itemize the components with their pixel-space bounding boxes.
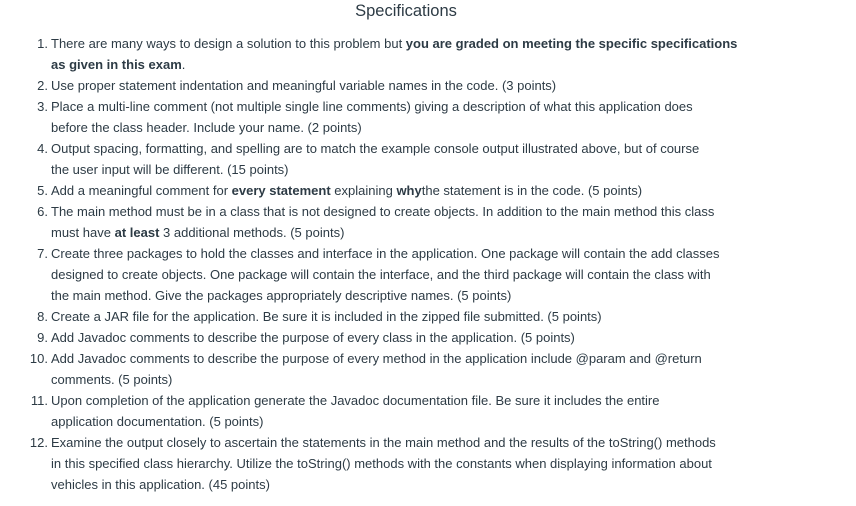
text-span: application documentation. (5 points) — [51, 414, 264, 429]
text-span: Add a meaningful comment for — [51, 183, 232, 198]
text-line — [51, 264, 789, 285]
list-item — [19, 306, 789, 327]
list-item-text — [50, 96, 789, 138]
list-item-number: 4. — [37, 141, 48, 156]
text-line — [51, 285, 789, 306]
list-item — [19, 96, 789, 138]
list-item-number: 10. — [29, 351, 48, 366]
bold-text: as given in this exam — [51, 57, 182, 72]
text-line — [51, 243, 789, 264]
text-line — [51, 138, 789, 159]
list-item-number: 9. — [37, 330, 48, 345]
list-item — [19, 201, 789, 243]
list-item-number: 12. — [29, 435, 48, 450]
text-span: Add Javadoc comments to describe the purpose of every method in the application include @param and @return — [51, 351, 702, 366]
text-span: Place a multi-line comment (not multiple single line comments) giving a description of what this application does — [51, 99, 693, 114]
bold-text: why — [396, 183, 422, 198]
list-item-number: 3. — [37, 99, 48, 114]
list-item-number: 8. — [37, 309, 48, 324]
bold-text: every statement — [231, 183, 331, 198]
text-span: Output spacing, formatting, and spelling are to match the example console output illustrated above, but of course — [51, 141, 700, 156]
text-line — [51, 222, 789, 243]
text-span: The main method must be in a class that is not designed to create objects. In addition to the main method this class — [51, 204, 715, 219]
text-line — [51, 201, 789, 222]
text-line — [51, 327, 789, 348]
text-line — [51, 180, 789, 201]
list-item — [19, 390, 789, 432]
list-item — [19, 327, 789, 348]
list-item-text — [50, 390, 789, 432]
list-item-text — [50, 306, 789, 327]
list-item-text — [50, 138, 789, 180]
list-item — [19, 138, 789, 180]
text-line — [51, 54, 789, 75]
list-item-number: 1. — [37, 36, 48, 51]
text-line — [51, 411, 789, 432]
list-item-text — [50, 243, 789, 306]
text-span: designed to create objects. One package will contain the interface, and the third package will contain the class with — [51, 267, 711, 282]
text-line — [51, 369, 789, 390]
text-span: vehicles in this application. (45 points) — [51, 477, 270, 492]
text-line — [51, 159, 789, 180]
list-item-text — [50, 201, 789, 243]
text-span: Examine the output closely to ascertain the statements in the main method and the results of the toString() methods — [51, 435, 716, 450]
text-line — [51, 75, 789, 96]
text-span: the statement is in the code. (5 points) — [421, 183, 643, 198]
list-item-text — [50, 432, 789, 495]
text-line — [51, 348, 789, 369]
list-item-number: 11. — [30, 393, 48, 408]
text-span: Create a JAR file for the application. Be sure it is included in the zipped file submitted. (5 points) — [51, 309, 602, 324]
text-span: 3 additional methods. (5 points) — [159, 225, 345, 240]
text-line — [51, 453, 789, 474]
text-span: the user input will be different. (15 points) — [51, 162, 289, 177]
list-item-number: 5. — [37, 183, 48, 198]
list-item-number: 6. — [37, 204, 48, 219]
text-span: Upon completion of the application generate the Javadoc documentation file. Be sure it includes the entire — [51, 393, 660, 408]
text-span: explaining — [330, 183, 397, 198]
list-item — [19, 75, 789, 96]
text-span: in this specified class hierarchy. Utilize the toString() methods with the constants when displaying information about — [51, 456, 712, 471]
text-line — [51, 117, 789, 138]
text-span: Add Javadoc comments to describe the purpose of every class in the application. (5 points) — [51, 330, 575, 345]
text-span: before the class header. Include your name. (2 points) — [51, 120, 362, 135]
text-span: comments. (5 points) — [51, 372, 173, 387]
list-item — [19, 243, 789, 306]
text-line — [51, 33, 789, 54]
list-item — [19, 432, 789, 495]
page-title: Specifications — [355, 2, 457, 20]
list-item-text — [50, 348, 789, 390]
list-item-text — [50, 327, 789, 348]
text-span: . — [181, 57, 186, 72]
list-item — [19, 180, 789, 201]
bold-text: at least — [114, 225, 160, 240]
text-span: must have — [51, 225, 115, 240]
text-line — [51, 432, 789, 453]
bold-text: you are graded on meeting the specific specifications — [405, 36, 738, 51]
list-item-text — [50, 75, 789, 96]
list-item — [19, 348, 789, 390]
text-span: Use proper statement indentation and meaningful variable names in the code. (3 points) — [51, 78, 557, 93]
text-span: Create three packages to hold the classes and interface in the application. One package will contain the add classes — [51, 246, 720, 261]
list-item-text — [50, 33, 789, 75]
specifications-list — [19, 33, 789, 495]
text-line — [51, 474, 789, 495]
text-span: There are many ways to design a solution to this problem but — [51, 36, 406, 51]
text-line — [51, 96, 789, 117]
list-item-number: 2. — [37, 78, 48, 93]
text-line — [51, 390, 789, 411]
text-line — [51, 306, 789, 327]
list-item — [19, 33, 789, 75]
list-item-text — [50, 180, 789, 201]
list-item-number: 7. — [37, 246, 48, 261]
text-span: the main method. Give the packages appropriately descriptive names. (5 points) — [51, 288, 512, 303]
